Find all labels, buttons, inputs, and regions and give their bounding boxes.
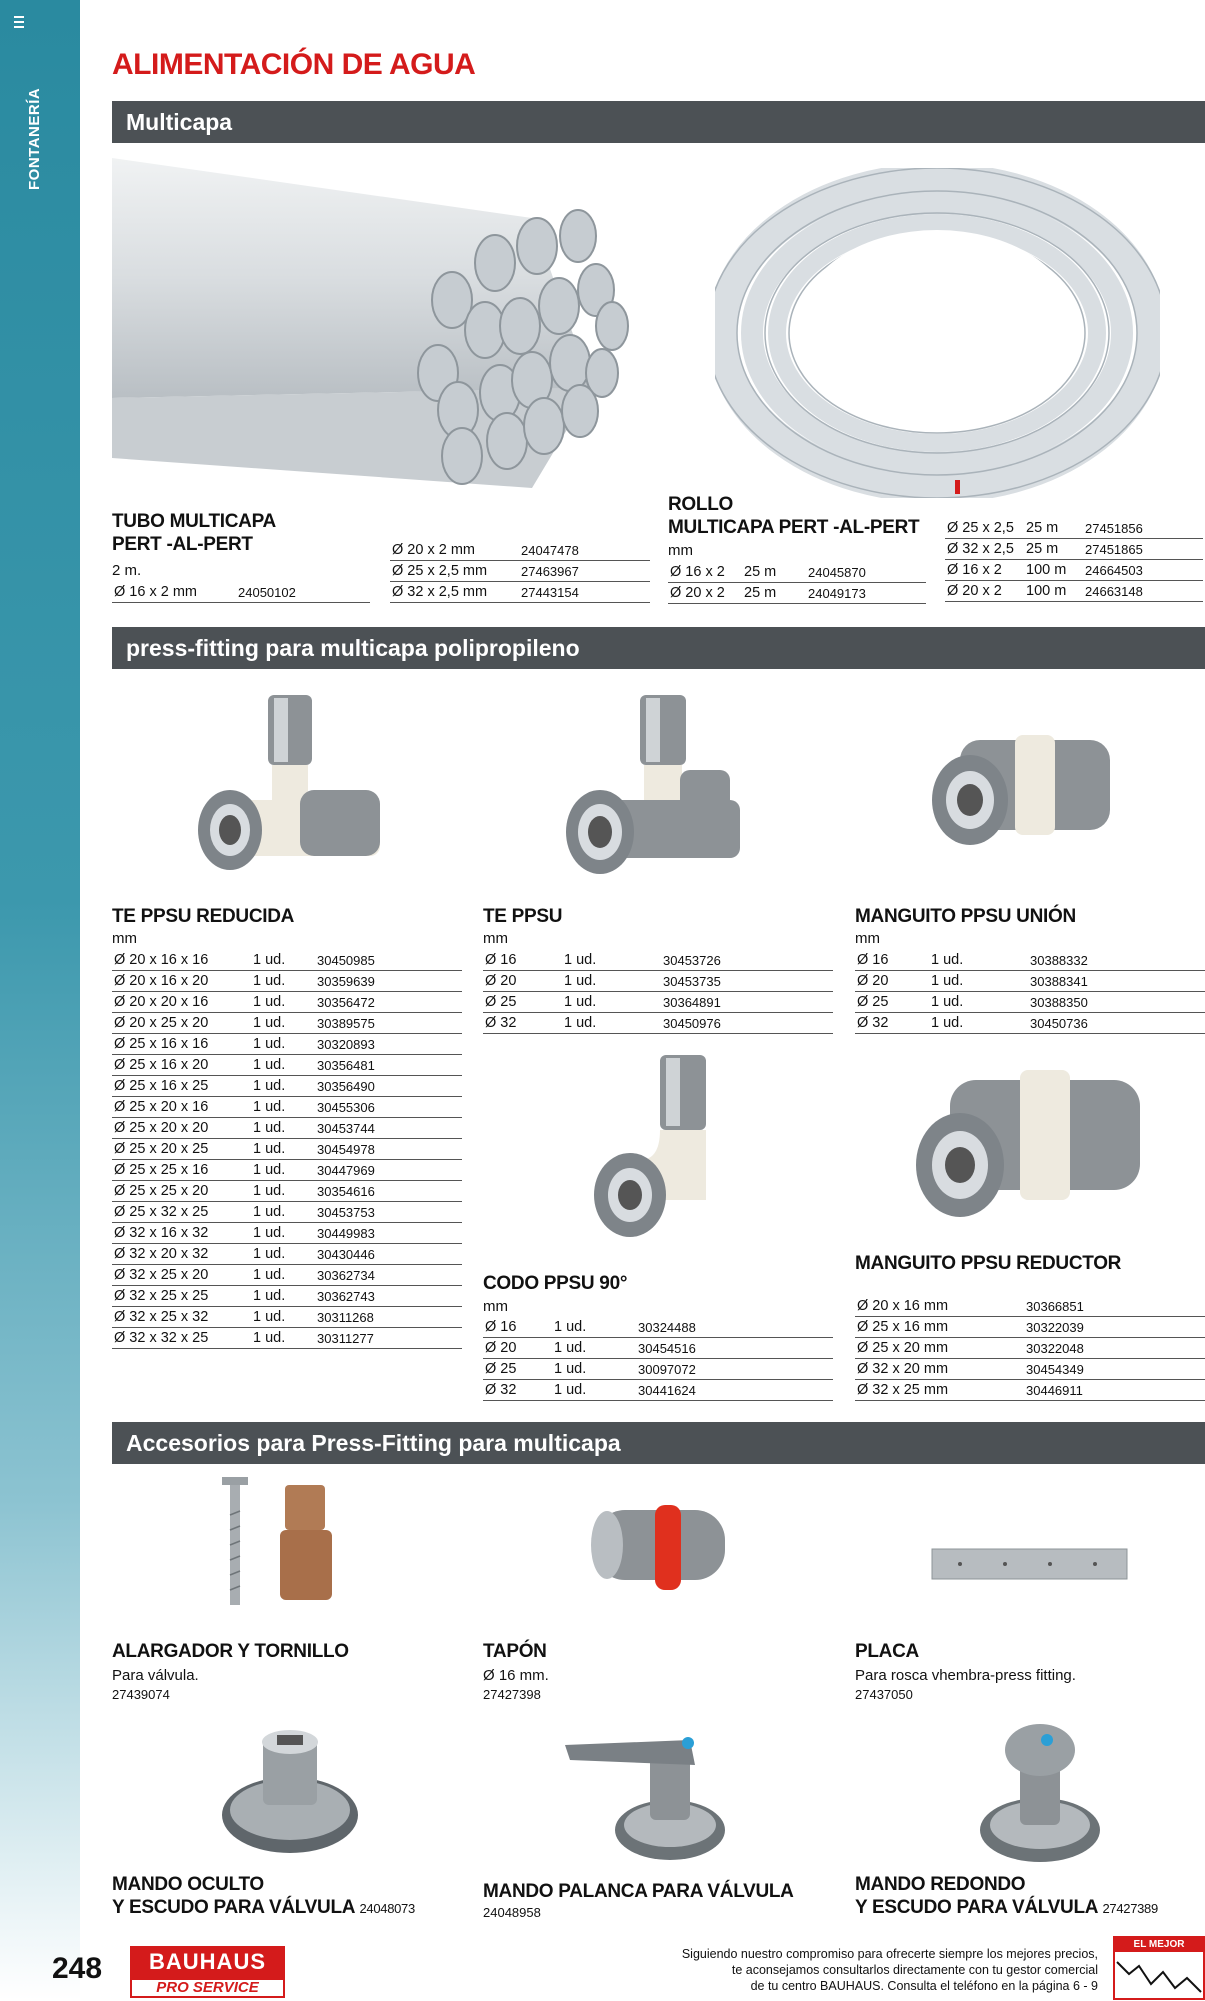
section-header-multicapa: Multicapa — [112, 101, 1205, 143]
price-chart-icon — [1115, 1952, 1203, 1996]
table-row — [112, 992, 462, 1013]
code-cell: 30356472 — [315, 992, 462, 1013]
codo-table — [483, 1317, 833, 1401]
size-cell: Ø 16 — [483, 1317, 552, 1338]
code-cell: 24049173 — [806, 583, 926, 604]
table-row — [112, 1286, 462, 1307]
tapon-code: 27427398 — [483, 1687, 541, 1702]
qty-cell: 1 ud. — [552, 1380, 636, 1401]
size-cell: Ø 25 x 16 mm — [855, 1317, 1024, 1338]
codo-unit: mm — [483, 1298, 508, 1315]
size-cell: Ø 32 x 20 mm — [855, 1359, 1024, 1380]
page-title: ALIMENTACIÓN DE AGUA — [112, 48, 476, 81]
qty-cell: 1 ud. — [562, 992, 661, 1013]
table-row — [945, 581, 1203, 602]
te-reducida-unit: mm — [112, 930, 137, 947]
pipes-bundle-image — [112, 158, 642, 498]
code-cell: 30449983 — [315, 1223, 462, 1244]
size-cell: Ø 25 x 16 x 20 — [112, 1055, 251, 1076]
code-cell: 30097072 — [636, 1359, 833, 1380]
code-cell: 30446911 — [1024, 1380, 1205, 1401]
size-cell: Ø 25 x 20 mm — [855, 1338, 1024, 1359]
bauhaus-logo — [130, 1946, 285, 1994]
mando-palanca-title: MANDO PALANCA PARA VÁLVULA — [483, 1881, 794, 1902]
code-cell: 30453726 — [661, 950, 833, 971]
code-cell: 30311268 — [315, 1307, 462, 1328]
qty-cell: 1 ud. — [929, 1013, 1028, 1034]
table-row — [390, 540, 650, 561]
qty-cell: 1 ud. — [251, 1223, 315, 1244]
code-cell: 30454516 — [636, 1338, 833, 1359]
manguito-union-title: MANGUITO PPSU UNIÓN — [855, 906, 1076, 927]
size-cell: Ø 32 x 25 x 32 — [112, 1307, 251, 1328]
logo-top-text: BAUHAUS — [130, 1946, 285, 1978]
code-cell: 30356490 — [315, 1076, 462, 1097]
mando-redondo-title-line2: Y ESCUDO PARA VÁLVULA — [855, 1897, 1098, 1918]
qty-cell: 1 ud. — [929, 950, 1028, 971]
te-ppsu-image — [560, 690, 760, 890]
size-cell: Ø 25 — [483, 992, 562, 1013]
size-cell: Ø 25 x 20 x 16 — [112, 1097, 251, 1118]
size-cell: Ø 25 x 25 x 16 — [112, 1160, 251, 1181]
table-row — [855, 1013, 1205, 1034]
table-row — [855, 950, 1205, 971]
code-cell: 30455306 — [315, 1097, 462, 1118]
size-cell: Ø 25 x 20 x 20 — [112, 1118, 251, 1139]
code-cell: 30453753 — [315, 1202, 462, 1223]
table-row — [483, 1359, 833, 1380]
code-cell: 30366851 — [1024, 1296, 1205, 1317]
rollo-table-2 — [945, 518, 1203, 602]
qty-cell: 1 ud. — [251, 1160, 315, 1181]
tapon-desc: Ø 16 mm. — [483, 1667, 549, 1684]
manguito-union-unit: mm — [855, 930, 880, 947]
table-row — [112, 1097, 462, 1118]
te-ppsu-table — [483, 950, 833, 1034]
qty-cell: 1 ud. — [552, 1359, 636, 1380]
size-cell: Ø 16 — [483, 950, 562, 971]
code-cell: 30430446 — [315, 1244, 462, 1265]
code-cell: 27451865 — [1083, 539, 1203, 560]
te-reducida-title: TE PPSU REDUCIDA — [112, 906, 295, 927]
size-cell: Ø 32 x 25 x 20 — [112, 1265, 251, 1286]
length-cell: 25 m — [742, 583, 806, 604]
table-row — [112, 1265, 462, 1286]
rollo-table-1 — [668, 562, 926, 604]
table-row — [855, 1359, 1205, 1380]
rollo-title-line1: ROLLO — [668, 494, 733, 515]
qty-cell: 1 ud. — [251, 1139, 315, 1160]
table-row — [112, 1328, 462, 1349]
tubo-table-1 — [112, 582, 370, 603]
code-cell: 24664503 — [1083, 560, 1203, 581]
size-cell: Ø 32 x 2,5 — [945, 539, 1024, 560]
codo-title: CODO PPSU 90° — [483, 1273, 628, 1294]
mando-oculto-image — [215, 1710, 365, 1860]
length-cell: 100 m — [1024, 581, 1083, 602]
menu-icon[interactable] — [14, 16, 24, 28]
table-row — [112, 1223, 462, 1244]
sidebar-section-label: FONTANERÍA — [26, 87, 43, 190]
code-cell: 30311277 — [315, 1328, 462, 1349]
footer-line-3: de tu centro BAUHAUS. Consulta el teléfono en la página 6 - 9 — [750, 1979, 1098, 1993]
table-row — [112, 1244, 462, 1265]
manguito-reductor-image — [910, 1050, 1150, 1230]
size-cell: Ø 25 x 16 x 25 — [112, 1076, 251, 1097]
code-cell: 24663148 — [1083, 581, 1203, 602]
size-cell: Ø 32 — [483, 1013, 562, 1034]
placa-desc: Para rosca vhembra-press fitting. — [855, 1667, 1076, 1684]
qty-cell: 1 ud. — [562, 1013, 661, 1034]
alargador-code: 27439074 — [112, 1687, 170, 1702]
table-row — [483, 1317, 833, 1338]
size-cell: Ø 20 — [483, 1338, 552, 1359]
code-cell: 30388350 — [1028, 992, 1205, 1013]
size-cell: Ø 20 x 2 — [668, 583, 742, 604]
code-cell: 30441624 — [636, 1380, 833, 1401]
code-cell: 30447969 — [315, 1160, 462, 1181]
mando-redondo-image — [965, 1710, 1115, 1870]
te-ppsu-title: TE PPSU — [483, 906, 563, 927]
table-row — [483, 1013, 833, 1034]
length-cell: 100 m — [1024, 560, 1083, 581]
tubo-title-line2: PERT -AL-PERT — [112, 534, 253, 555]
qty-cell: 1 ud. — [251, 1244, 315, 1265]
code-cell: 30362743 — [315, 1286, 462, 1307]
qty-cell: 1 ud. — [552, 1317, 636, 1338]
tubo-unit: 2 m. — [112, 562, 142, 579]
size-cell: Ø 16 x 2 — [945, 560, 1024, 581]
tapon-title: TAPÓN — [483, 1641, 547, 1662]
te-ppsu-unit: mm — [483, 930, 508, 947]
length-cell: 25 m — [1024, 539, 1083, 560]
qty-cell: 1 ud. — [562, 971, 661, 992]
qty-cell: 1 ud. — [251, 1286, 315, 1307]
rollo-unit: mm — [668, 542, 693, 559]
code-cell: 27451856 — [1083, 518, 1203, 539]
size-cell: Ø 32 x 25 x 25 — [112, 1286, 251, 1307]
size-cell: Ø 32 — [855, 1013, 929, 1034]
table-row — [112, 1055, 462, 1076]
logo-bottom-text: PRO SERVICE — [130, 1978, 285, 1998]
qty-cell: 1 ud. — [929, 992, 1028, 1013]
page-number: 248 — [52, 1952, 103, 1985]
size-cell: Ø 25 x 20 x 25 — [112, 1139, 251, 1160]
code-cell: 30322039 — [1024, 1317, 1205, 1338]
size-cell: Ø 25 x 25 x 20 — [112, 1181, 251, 1202]
manguito-union-table — [855, 950, 1205, 1034]
code-cell: 30450976 — [661, 1013, 833, 1034]
size-cell: Ø 25 x 2,5 mm — [390, 561, 519, 582]
size-cell: Ø 16 — [855, 950, 929, 971]
table-row — [112, 1160, 462, 1181]
coil-red-marker — [955, 480, 960, 494]
mando-oculto-title-line2: Y ESCUDO PARA VÁLVULA — [112, 1897, 355, 1918]
table-row — [483, 992, 833, 1013]
size-cell: Ø 20 x 2 mm — [390, 540, 519, 561]
code-cell: 24050102 — [236, 582, 370, 603]
code-cell: 30324488 — [636, 1317, 833, 1338]
table-row — [668, 562, 926, 583]
table-row — [112, 971, 462, 992]
size-cell: Ø 25 — [855, 992, 929, 1013]
placa-image — [930, 1545, 1130, 1585]
tubo-table-2 — [390, 540, 650, 603]
mando-palanca-code: 24048958 — [483, 1905, 541, 1920]
code-cell: 30364891 — [661, 992, 833, 1013]
alargador-title: ALARGADOR Y TORNILLO — [112, 1641, 349, 1662]
mando-palanca-image — [560, 1715, 740, 1865]
qty-cell: 1 ud. — [251, 1118, 315, 1139]
table-row — [112, 1181, 462, 1202]
table-row — [112, 1202, 462, 1223]
code-cell: 30389575 — [315, 1013, 462, 1034]
size-cell: Ø 32 — [483, 1380, 552, 1401]
table-row — [112, 950, 462, 971]
size-cell: Ø 32 x 25 mm — [855, 1380, 1024, 1401]
size-cell: Ø 20 — [483, 971, 562, 992]
size-cell: Ø 20 x 20 x 16 — [112, 992, 251, 1013]
code-cell: 30359639 — [315, 971, 462, 992]
rollo-title — [668, 493, 919, 539]
code-cell: 30320893 — [315, 1034, 462, 1055]
mando-oculto-title-line1: MANDO OCULTO — [112, 1874, 264, 1895]
code-cell: 30453735 — [661, 971, 833, 992]
sidebar — [0, 0, 80, 2000]
table-row — [668, 583, 926, 604]
table-row — [112, 1034, 462, 1055]
footer-line-2: te aconsejamos consultarlos directamente con tu gestor comercial — [731, 1963, 1098, 1977]
manguito-reductor-title: MANGUITO PPSU REDUCTOR — [855, 1253, 1122, 1274]
placa-code: 27437050 — [855, 1687, 913, 1702]
qty-cell: 1 ud. — [562, 950, 661, 971]
code-cell: 30450736 — [1028, 1013, 1205, 1034]
placa-title: PLACA — [855, 1641, 919, 1662]
table-row — [483, 950, 833, 971]
code-cell: 30450985 — [315, 950, 462, 971]
table-row — [483, 1380, 833, 1401]
footer-disclaimer — [560, 1946, 1098, 1994]
code-cell: 30354616 — [315, 1181, 462, 1202]
mando-oculto-code: 24048073 — [359, 1901, 415, 1916]
badge-text: EL MEJOR PRECIO — [1115, 1938, 1203, 1952]
table-row — [112, 1013, 462, 1034]
size-cell: Ø 20 x 2 — [945, 581, 1024, 602]
code-cell: 30453744 — [315, 1118, 462, 1139]
table-row — [112, 1307, 462, 1328]
code-cell: 30322048 — [1024, 1338, 1205, 1359]
size-cell: Ø 32 x 20 x 32 — [112, 1244, 251, 1265]
tubo-title-line1: TUBO MULTICAPA — [112, 511, 276, 532]
table-row — [945, 518, 1203, 539]
table-row — [112, 1139, 462, 1160]
qty-cell: 1 ud. — [251, 1076, 315, 1097]
te-reducida-table — [112, 950, 462, 1349]
qty-cell: 1 ud. — [251, 1055, 315, 1076]
code-cell: 24047478 — [519, 540, 650, 561]
tapon-image — [585, 1495, 735, 1600]
best-price-badge — [1113, 1936, 1205, 2000]
mando-redondo-title-line1: MANDO REDONDO — [855, 1874, 1026, 1895]
size-cell: Ø 16 x 2 mm — [112, 582, 236, 603]
size-cell: Ø 20 x 16 x 16 — [112, 950, 251, 971]
section-header-pressfitting: press-fitting para multicapa polipropileno — [112, 627, 1205, 669]
qty-cell: 1 ud. — [251, 971, 315, 992]
alargador-desc: Para válvula. — [112, 1667, 199, 1684]
qty-cell: 1 ud. — [251, 1013, 315, 1034]
table-row — [390, 582, 650, 603]
qty-cell: 1 ud. — [251, 1307, 315, 1328]
size-cell: Ø 25 x 16 x 16 — [112, 1034, 251, 1055]
table-row — [855, 992, 1205, 1013]
code-cell: 24045870 — [806, 562, 926, 583]
length-cell: 25 m — [742, 562, 806, 583]
qty-cell: 1 ud. — [251, 992, 315, 1013]
size-cell: Ø 25 — [483, 1359, 552, 1380]
alargador-tornillo-image — [210, 1475, 340, 1615]
table-row — [112, 1076, 462, 1097]
footer-line-1: Siguiendo nuestro compromiso para ofrecerte siempre los mejores precios, — [681, 1947, 1098, 1961]
size-cell: Ø 25 x 32 x 25 — [112, 1202, 251, 1223]
tubo-title — [112, 510, 276, 556]
code-cell: 30356481 — [315, 1055, 462, 1076]
table-row — [112, 582, 370, 603]
size-cell: Ø 32 x 16 x 32 — [112, 1223, 251, 1244]
qty-cell: 1 ud. — [251, 1034, 315, 1055]
table-row — [112, 1118, 462, 1139]
length-cell: 25 m — [1024, 518, 1083, 539]
qty-cell: 1 ud. — [251, 950, 315, 971]
size-cell: Ø 20 x 16 x 20 — [112, 971, 251, 992]
code-cell: 30454349 — [1024, 1359, 1205, 1380]
table-row — [483, 1338, 833, 1359]
table-row — [855, 971, 1205, 992]
section-header-accesorios: Accesorios para Press-Fitting para multicapa — [112, 1422, 1205, 1464]
mando-oculto-title — [112, 1873, 415, 1920]
table-row — [855, 1380, 1205, 1401]
rollo-title-line2: MULTICAPA PERT -AL-PERT — [668, 517, 920, 538]
qty-cell: 1 ud. — [929, 971, 1028, 992]
qty-cell: 1 ud. — [552, 1338, 636, 1359]
manguito-reductor-table — [855, 1296, 1205, 1401]
size-cell: Ø 20 x 16 mm — [855, 1296, 1024, 1317]
table-row — [945, 560, 1203, 581]
manguito-union-image — [930, 720, 1130, 870]
code-cell: 30362734 — [315, 1265, 462, 1286]
codo-image — [580, 1050, 730, 1250]
size-cell: Ø 16 x 2 — [668, 562, 742, 583]
size-cell: Ø 32 x 32 x 25 — [112, 1328, 251, 1349]
qty-cell: 1 ud. — [251, 1265, 315, 1286]
table-row — [483, 971, 833, 992]
table-row — [390, 561, 650, 582]
code-cell: 30388341 — [1028, 971, 1205, 992]
table-row — [945, 539, 1203, 560]
mando-redondo-title — [855, 1873, 1158, 1920]
table-row — [855, 1338, 1205, 1359]
te-reducida-image — [190, 690, 390, 890]
mando-redondo-code: 27427389 — [1102, 1901, 1158, 1916]
table-row — [855, 1317, 1205, 1338]
code-cell: 27443154 — [519, 582, 650, 603]
code-cell: 27463967 — [519, 561, 650, 582]
pipe-coil-image — [715, 168, 1160, 498]
size-cell: Ø 20 x 25 x 20 — [112, 1013, 251, 1034]
code-cell: 30388332 — [1028, 950, 1205, 971]
qty-cell: 1 ud. — [251, 1202, 315, 1223]
qty-cell: 1 ud. — [251, 1328, 315, 1349]
table-row — [855, 1296, 1205, 1317]
size-cell: Ø 25 x 2,5 — [945, 518, 1024, 539]
size-cell: Ø 32 x 2,5 mm — [390, 582, 519, 603]
qty-cell: 1 ud. — [251, 1181, 315, 1202]
code-cell: 30454978 — [315, 1139, 462, 1160]
qty-cell: 1 ud. — [251, 1097, 315, 1118]
size-cell: Ø 20 — [855, 971, 929, 992]
